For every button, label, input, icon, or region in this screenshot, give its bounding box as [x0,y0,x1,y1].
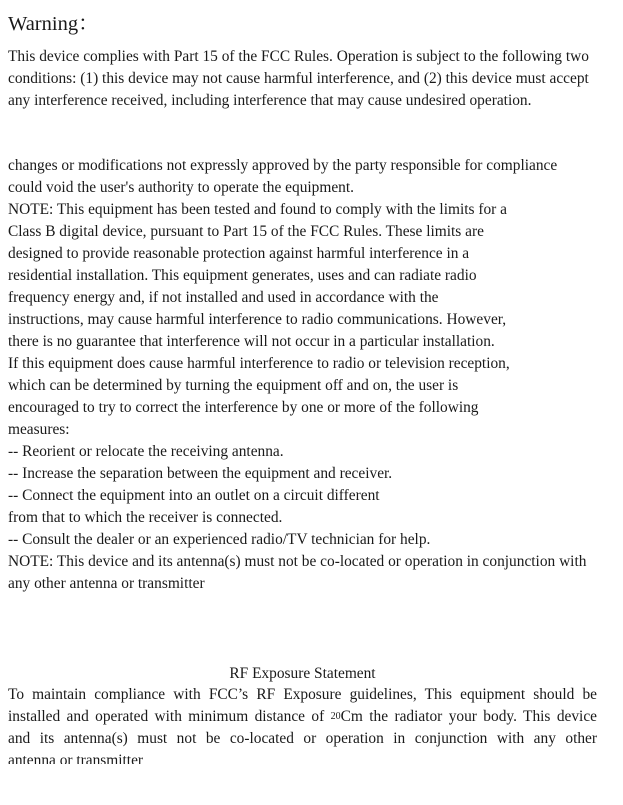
rf-line [8,706,597,728]
notes-line: NOTE: This equipment has been tested and found to comply with the limits for a [8,201,507,218]
statement-line: conditions: (1) this device may not cause harmful interference, and (2) this device must accept [8,70,589,87]
fcc-compliance-statement [8,46,589,112]
list-item: from that to which the receiver is connected. [8,509,283,526]
rf-exposure-title: RF Exposure Statement [229,665,376,682]
notes-line: could void the user's authority to operate the equipment. [8,179,354,196]
statement-line: This device complies with Part 15 of the FCC Rules. Operation is subject to the following two [8,48,589,65]
notes-line: any other antenna or transmitter [8,575,205,592]
notes-line: changes or modifications not expressly approved by the party responsible for compliance [8,157,558,174]
notes-line: encouraged to try to correct the interference by one or more of the following [8,399,479,416]
notes-line: frequency energy and, if not installed and used in accordance with the [8,289,439,306]
rf-exposure-statement [8,684,597,764]
rf-line: To maintain compliance with FCC’s RF Exposure guidelines, This equipment should be [8,686,597,703]
rf-line-text: installed and operated with minimum distance of [8,708,331,725]
notes-line: residential installation. This equipment generates, uses and can radiate radio [8,267,477,284]
list-item: -- Reorient or relocate the receiving antenna. [8,443,284,460]
notes-line: Class B digital device, pursuant to Part 15 of the FCC Rules. These limits are [8,223,484,240]
notes-line: which can be determined by turning the equipment off and on, the user is [8,377,459,394]
warning-heading: Warning： [8,13,99,35]
notes-line: measures: [8,421,70,438]
notes-line: If this equipment does cause harmful interference to radio or television reception, [8,355,510,372]
list-item: -- Consult the dealer or an experienced radio/TV technician for help. [8,531,431,548]
compliance-notes [8,155,586,595]
rf-line: antenna or transmitter [8,752,144,764]
notes-line: there is no guarantee that interference will not occur in a particular installation. [8,333,495,350]
notes-line: NOTE: This device and its antenna(s) must not be co-located or operation in conjunction with [8,553,587,570]
list-item: -- Connect the equipment into an outlet on a circuit different [8,487,380,504]
notes-line: instructions, may cause harmful interference to radio communications. However, [8,311,507,328]
rf-line-text: Cm the radiator your body. This device [340,708,597,725]
list-item: -- Increase the separation between the equipment and receiver. [8,465,393,482]
rf-line: and its antenna(s) must not be co-located or operation in conjunction with any other [8,730,597,747]
statement-line: any interference received, including interference that may cause undesired operation. [8,92,532,109]
distance-value: 20 [330,711,341,722]
notes-line: designed to provide reasonable protection against harmful interference in a [8,245,470,262]
